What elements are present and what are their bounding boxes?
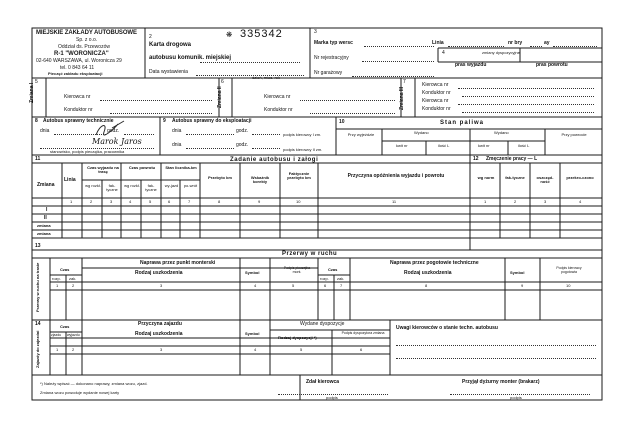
row10-qty2: ilość L	[518, 143, 530, 148]
row9-day2-field[interactable]	[186, 148, 234, 149]
crew3-index: 7	[403, 79, 406, 85]
s13-n7: 7	[340, 283, 343, 288]
stamp-line-4: R-1 "WORONICZA"	[54, 51, 109, 57]
s11-row-3: zmiana	[37, 223, 51, 228]
col-reason: Przyczyna opóźnienia wyjazdu i powrotu	[347, 173, 445, 179]
s11-n6: 6	[168, 199, 171, 204]
s14-start: zjazdu	[51, 333, 62, 337]
row9-day1-field[interactable]	[186, 134, 234, 135]
s13-n5: 5	[292, 283, 295, 288]
s13-n1: 1	[56, 283, 59, 288]
number-symbol: ❋	[226, 30, 233, 39]
s13-fault-1: Rodzaj uszkodzenia	[135, 270, 183, 276]
s13-n6: 6	[324, 283, 327, 288]
row10-qty1: ilość L	[438, 143, 450, 148]
s11-row-1: I	[46, 207, 48, 213]
s11-n10: 10	[296, 199, 301, 204]
footer-note-1: *) Należy wpisać — dokonano naprawy, zmiana wozu, zjazd.	[40, 381, 148, 386]
row8-index: 8	[35, 118, 38, 124]
s12-h1: wg norm	[477, 175, 495, 180]
col-returns: Czas powrotu	[128, 165, 156, 170]
crew1-driver-label: Kierowca nr	[64, 94, 91, 100]
crew1-conductor-label: Konduktor nr	[64, 107, 93, 113]
crew3-conductor-label: Konduktor nr	[422, 90, 451, 96]
handover-label: Zdał kierowca	[306, 379, 340, 385]
stamp-line-3: Oddział ds. Przewozów	[58, 44, 110, 50]
footer-note-2: Zmiana wozu powoduje wydanie nowej karty	[40, 390, 120, 395]
shift-hours-label: zmiany dyspozycyjne	[482, 50, 520, 55]
section13-index: 13	[35, 243, 41, 249]
s12-h2: fak-tyczne	[505, 175, 525, 180]
crew3-extra-driver-label: Kierowca nr	[422, 98, 449, 104]
s11-n8: 8	[218, 199, 221, 204]
crew2-driver-label: Kierowca nr	[264, 94, 291, 100]
section12-index: 12	[473, 156, 479, 162]
crew3-driver-label: Kierowca nr	[422, 82, 449, 88]
s13-end-2: zak.	[337, 276, 345, 281]
shift-label: nr bry	[508, 40, 523, 46]
col-kpi: Wskaźnik korekty	[250, 175, 270, 184]
s12-n4: 4	[579, 199, 582, 204]
s13-fault-2: Rodzaj uszkodzenia	[404, 270, 452, 276]
s11-n9: 9	[258, 199, 261, 204]
row9-sign2-caption: podpis kierowcy II zm.	[283, 147, 323, 152]
issue-date-hint: dzień, mies. rok	[252, 75, 281, 80]
col3-index: 3	[314, 29, 317, 35]
s13-n3: 3	[160, 283, 163, 288]
col4-index: 4	[442, 50, 445, 56]
s11-n5: 5	[149, 199, 152, 204]
row9-hour2-field[interactable]	[252, 148, 280, 149]
row10-card2: kwit nr	[478, 143, 490, 148]
crew1-index: 5	[35, 79, 38, 85]
s13-sign-2: Podpis kierowcy pogotowia	[556, 266, 582, 274]
s12-n2: 2	[514, 199, 517, 204]
row8-day-label: dnia	[40, 128, 50, 134]
s14-dispatch-title: Wydane dyspozycje	[300, 321, 345, 327]
col-shift: Zmiana	[37, 182, 55, 188]
crew3-extra-conductor-label: Konduktor nr	[422, 106, 451, 112]
issue-date-label: Data wystawienia	[149, 69, 188, 75]
row10-col-issued: Wydano	[414, 130, 429, 135]
s13-time-2: Czas	[328, 267, 338, 272]
s14-dispatch-type: Rodzaj dyspozycji *)	[278, 335, 317, 340]
col-kpi2: Faktycznie przebyto km	[287, 171, 311, 180]
s14-n4: 4	[254, 347, 257, 352]
s13-n4: 4	[254, 283, 257, 288]
row10-col-issued2: Wydano	[494, 130, 509, 135]
s13-end-1: zak.	[69, 276, 77, 281]
s13-sign-1: Podpis pieczątka mont.	[283, 266, 311, 274]
s11-n2: 2	[90, 199, 93, 204]
day-label: ay	[544, 40, 550, 46]
row8-sign-caption: stanowisko, podpis pieczątka, pracownika	[50, 149, 125, 154]
row8-title: Autobus sprawny technicznie	[43, 118, 114, 124]
crew3-shift: Zmiana III	[399, 86, 405, 110]
section14-index: 14	[35, 321, 41, 327]
crew2-conductor-label: Konduktor nr	[264, 107, 293, 113]
row9-hour1-field[interactable]	[252, 134, 280, 135]
s14-dispatch-sign: Podpis dyspozytora zmiana	[341, 331, 385, 335]
s12-h3: oszczęd-ność	[536, 175, 554, 184]
row9-day1-label: dnia	[172, 128, 182, 134]
row10-title: Stan paliwa	[440, 120, 485, 126]
row8-hour-label: godz.	[107, 128, 120, 134]
stamp-line-2: Sp. z o.o.	[76, 37, 98, 43]
section11-title: Zadanie autobusu i załogi	[230, 157, 319, 163]
crew2-index: 6	[221, 79, 224, 85]
s11-n11: 11	[392, 199, 397, 204]
col-exits: Czas wyjazdu na trasę	[87, 165, 119, 174]
s14-n2: 2	[72, 347, 75, 352]
s14-fault: Rodzaj uszkodzenia	[135, 331, 183, 337]
s11-row-4: zmiana	[37, 231, 51, 236]
handover-caption: podpis	[326, 395, 338, 400]
remarks-label: Uwagi kierowców o stanie techn. autobusu	[396, 325, 498, 331]
stamp-line-1: MIEJSKIE ZAKŁADY AUTOBUSOWE	[36, 30, 137, 36]
row10-col-return: Przy powrocie	[561, 132, 587, 137]
s14-title: Przyczyna zajazdu	[138, 321, 182, 327]
row10-card1: kwit nr	[396, 143, 408, 148]
section11-index: 11	[35, 156, 41, 162]
s11-row-2: II	[44, 215, 47, 221]
s14-n3: 3	[160, 347, 163, 352]
stamp-line-5: 02-640 WARSZAWA, ul. Woronicza 29	[36, 58, 122, 64]
s13-time-1: Czas	[60, 267, 70, 272]
row9-sign1-caption: podpis kierowcy I zm.	[283, 132, 322, 137]
col-actual-2: fak-tyczne	[145, 183, 157, 192]
s12-n3: 3	[544, 199, 547, 204]
section13-title: Przerwy w ruchu	[282, 251, 338, 257]
s13-n9: 9	[521, 283, 524, 288]
title-line-2: autobusu komunik. miejskiej	[149, 55, 232, 61]
s13-n2: 2	[72, 283, 75, 288]
col-actual-1: fak-tyczne	[106, 183, 118, 192]
s13-start-1: rozp.	[52, 276, 61, 281]
row9-title: Autobus sprawny do eksploatacji	[172, 118, 252, 124]
stamp-caption: Pieczęć zakładu eksploatacji	[48, 71, 103, 76]
s14-time: Czas	[60, 324, 70, 329]
s13-n10: 10	[566, 283, 571, 288]
crew2-shift: Zmiana II	[217, 86, 223, 108]
s14-side-label: Zajazdy do zajezdni	[35, 330, 40, 368]
remarks-field-1[interactable]	[396, 345, 596, 346]
col-line: Linia	[64, 177, 76, 183]
remarks-field-2[interactable]	[396, 358, 596, 359]
s11-n4: 4	[129, 199, 132, 204]
s13-side-label: Przerwy w ruchu na trasie	[35, 262, 40, 312]
s14-n6: 6	[360, 347, 363, 352]
side-label: Nr garażowy	[314, 70, 343, 76]
s13-repair-title: Naprawa przez punkt monterski	[140, 260, 216, 266]
s12-h4: przekro-czono	[566, 175, 594, 180]
received-label: Przyjął dyżurny monter (brakarz)	[462, 379, 540, 385]
s11-n1: 1	[70, 199, 73, 204]
form-number: 335342	[240, 28, 283, 40]
s12-n1: 1	[484, 199, 487, 204]
row10-col-out: Przy wyjeździe	[347, 132, 375, 137]
title-line-1: Karta drogowa	[149, 42, 192, 48]
s14-n5: 5	[300, 347, 303, 352]
brand-label: Marka typ wersc	[314, 40, 353, 46]
col-plan-2: wg rozkł.	[124, 183, 140, 188]
received-caption: podpis	[510, 395, 522, 400]
s14-symbol: Symbol	[245, 331, 260, 336]
exit-hour-label: pras wyjazdu	[455, 62, 487, 68]
return-hour-label: pras powrotu	[536, 62, 568, 68]
row9-index: 9	[163, 118, 166, 124]
s14-end: wyjazdu	[67, 333, 80, 337]
section12-title: Zmęczenie pracy — L	[486, 156, 538, 162]
s13-start-2: rozp.	[320, 276, 329, 281]
row8-signature: Marok Jaros	[92, 137, 142, 146]
row9-hour1-label: godz.	[236, 128, 249, 134]
row9-day2-label: dnia	[172, 142, 182, 148]
s13-n8: 8	[425, 283, 428, 288]
s13-symbol-1: Symbol	[245, 270, 260, 275]
row10-index: 10	[339, 119, 345, 125]
col-out: wy-jazd	[164, 183, 179, 188]
s11-n7: 7	[188, 199, 191, 204]
s13-road-title: Naprawa przez pogotowie techniczne	[390, 260, 479, 266]
reg-label: Nr rejestracyjny	[314, 55, 349, 61]
crew1-shift: Zmiana I	[29, 82, 35, 103]
s14-n1: 1	[56, 347, 59, 352]
col-meter: Stan licznika-km	[165, 165, 197, 170]
col2-index: 2	[149, 34, 152, 40]
row9-hour2-label: godz.	[236, 142, 249, 148]
col-mileage: Przebyto km	[208, 175, 232, 180]
stamp-line-6: tel. 0 843 64 11	[60, 65, 95, 71]
s13-symbol-2: Symbol	[510, 270, 525, 275]
col-back: po-wrót	[183, 183, 198, 188]
s11-n3: 3	[110, 199, 113, 204]
line-label: Linia	[432, 40, 444, 46]
col-plan-1: wg rozkł.	[85, 183, 101, 188]
